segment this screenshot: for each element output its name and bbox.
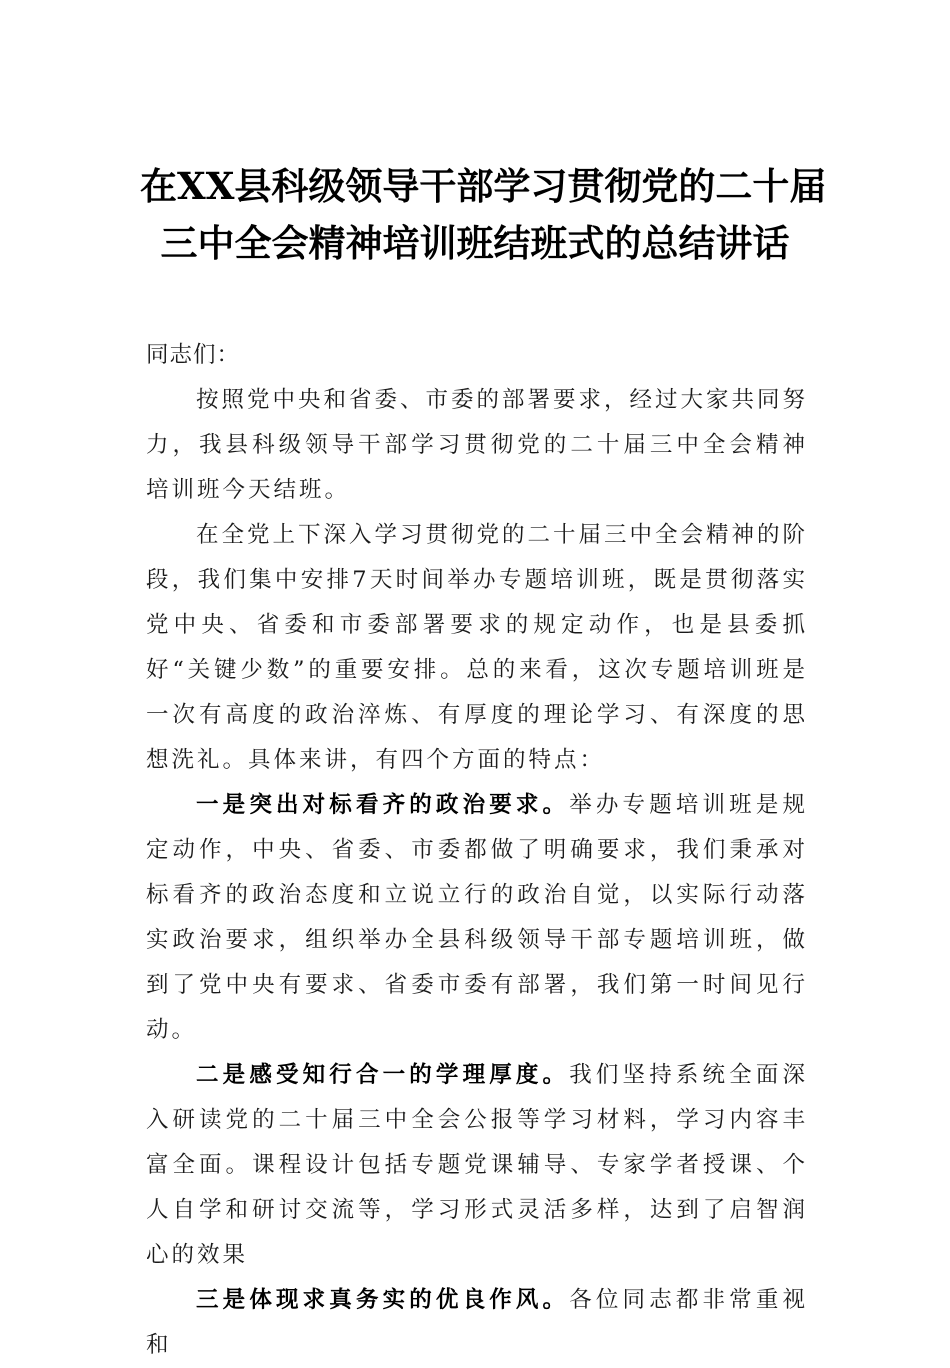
paragraph-text: 在全党上下深入学习贯彻党的二十届三中全会精神的阶段，我们集中安排7天时间举办专题培训班，既是贯彻落实党中央、省委和市委部署要求的规定动作，也是县委抓好“关键少数”的重要安排。总的来看，这次专题培训班是一次有高度的政治淬炼、有厚度的理论学习、有深度的思想洗礼。具体来讲，有四个方面的特点：	[146, 522, 809, 773]
greeting: 同志们：	[146, 342, 241, 368]
paragraph-text: 按照党中央和省委、市委的部署要求，经过大家共同努力，我县科级领导干部学习贯彻党的二十届三中全会精神培训班今天结班。	[146, 387, 809, 503]
paragraph-3	[146, 783, 808, 1053]
paragraph-lead: 一是突出对标看齐的政治要求。	[196, 792, 570, 818]
paragraph-text: 各位同志都非常重视和	[146, 1287, 808, 1358]
paragraph-text: 我们坚持系统全面深入研读党的二十届三中全会公报等学习材料，学习内容丰富全面。课程设计包括专题党课辅导、专家学者授课、个人自学和研讨交流等，学习形式灵活多样，达到了启智润心的效果	[146, 1062, 808, 1268]
paragraph-5	[146, 1278, 808, 1368]
document-body	[146, 333, 808, 1368]
title-line-2: 三中全会精神培训班结班式的总结讲话	[160, 221, 790, 265]
paragraph-text: 举办专题培训班是规定动作，中央、省委、市委都做了明确要求，我们秉承对标看齐的政治态度和立说立行的政治自觉，以实际行动落实政治要求，组织举办全县科级领导干部专题培训班，做到了党中央有要求、省委市委有部署，我们第一时间见行动。	[146, 792, 808, 1043]
paragraph-lead: 三是体现求真务实的优良作风。	[196, 1287, 570, 1313]
document-title	[140, 158, 827, 272]
paragraph-1	[146, 378, 808, 513]
paragraph-4	[146, 1053, 808, 1278]
paragraph-lead: 二是感受知行合一的学理厚度。	[196, 1062, 570, 1088]
paragraph-2	[146, 513, 808, 783]
title-line-1: 在XX县科级领导干部学习贯彻党的二十届	[140, 164, 827, 208]
